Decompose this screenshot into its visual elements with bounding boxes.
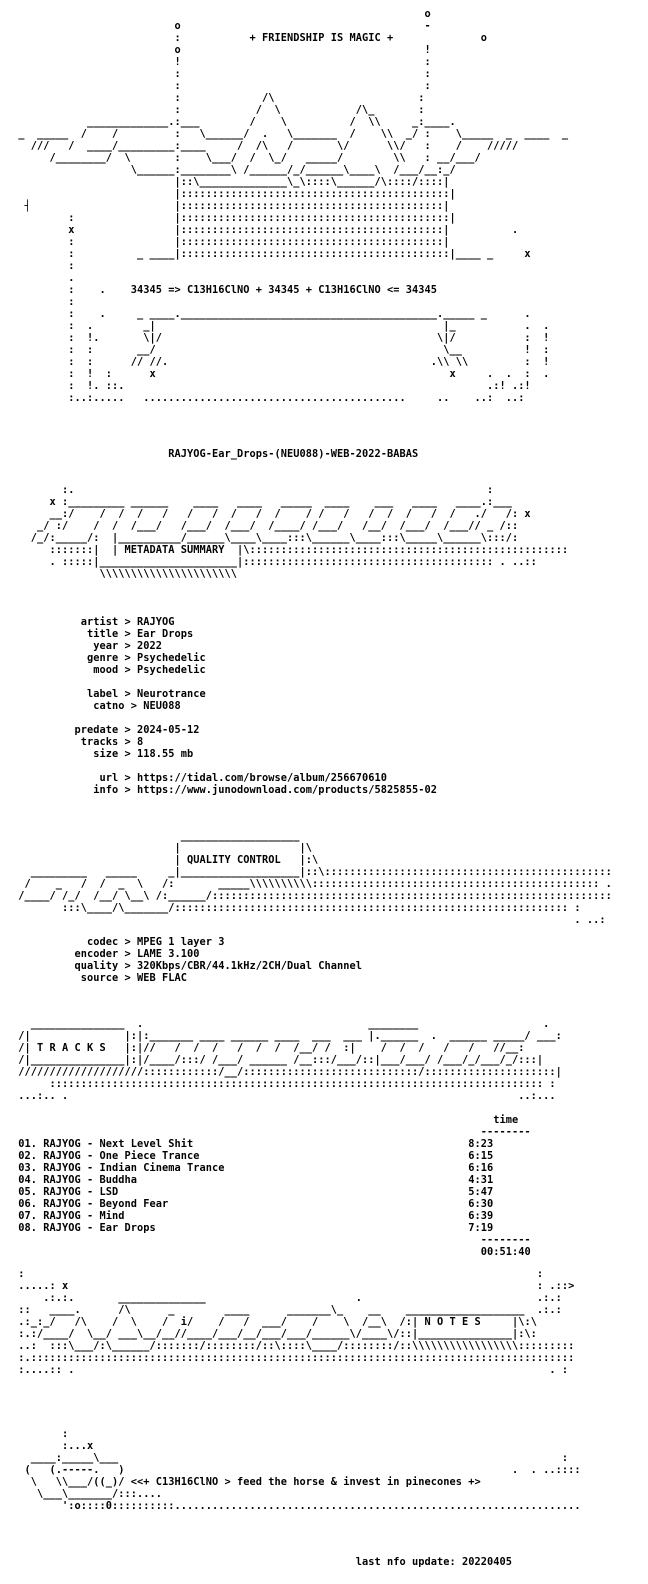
meta-value-predate: 2024-05-12: [137, 724, 200, 736]
formula-line: 34345 => C13H16ClNO + 34345 + C13H16ClNO <= 34345: [130, 284, 437, 296]
track-title: One Piece Trance: [99, 1150, 200, 1162]
meta-key-predate: predate: [74, 724, 119, 736]
track-row: 02. RAJYOG - One Piece Trance 6:15: [18, 1150, 494, 1162]
meta-value-title: Ear Drops: [137, 628, 194, 640]
meta-value-genre: Psychedelic: [137, 652, 206, 664]
total-time: 00:51:40: [480, 1246, 531, 1258]
meta-key-size: size: [93, 748, 119, 760]
track-artist: RAJYOG: [43, 1186, 81, 1198]
meta-key-label: label: [87, 688, 119, 700]
track-title: Buddha: [99, 1174, 137, 1186]
metadata-list: artist > RAJYOG title > Ear Drops year > 2022 genre > Psychedelic mood > Psychedelic label > Neurotrance catno > NEU088 predate > 2024-05-12 tracks > 8 size > 118.55 mb url > https://tidal.com/browse/album/256670610 info > https://www.junodownload.com/products/5825855-02: [74, 616, 437, 796]
track-time: 7:19: [468, 1222, 494, 1234]
track-row: 08. RAJYOG - Ear Drops 7:19: [18, 1222, 494, 1234]
track-artist: RAJYOG: [43, 1150, 81, 1162]
track-time: 5:47: [468, 1186, 494, 1198]
quality-control-title: QUALITY CONTROL: [186, 854, 281, 866]
track-artist: RAJYOG: [43, 1174, 81, 1186]
header-ascii-art: o o - : + FRIENDSHIP IS MAGIC + o o ! ! : : : : : : /\ : : / \ /\_ : _____________.:___ / \ / \\ _:____. _ _____ / / : \______/ . \_______ / \\ _/ : \_____ _ ____ _ /// / ____/_________:____ / /\ / \/ \\/ : / ///// /________/ \ : \___/ / \_/ _____/ \\ : __/___/ \______:________\ /______/_/______\____\ /___/__:_/ |::\______________\_\::::\______/\::::/::::| |:::::::::::::::::::::::::::::::::::::::::::| ┤ |::::::::::::::::::::::::::::::::::::::::::| : |:::::::::::::::::::::::::::::::::::::::::::| x |::::::::::::::::::::::::::::::::::::::::::| . : |::::::::::::::::::::::::::::::::::::::::::| : _ ____|:::::::::::::::::::::::::::::::::::::::::::|____ _ x : . : . 34345 => C13H16ClNO + 34345 + C13H16ClNO <= 34345 : : . _ ____._________________________________________._____ _ . : . _| |_ . . : !. \|/ \|/ : ! : : __/ \__ ! : : : // //. .\\ \\ : ! : ! : x x . . : . : !. ::. .:! .:! :..:..... .......................................... .. ..: ..:: [18, 8, 569, 404]
meta-value-catno: NEU088: [143, 700, 181, 712]
meta-key-genre: genre: [87, 652, 119, 664]
track-title: LSD: [99, 1186, 119, 1198]
track-row: 05. RAJYOG - LSD 5:47: [18, 1186, 494, 1198]
meta-key-title: title: [87, 628, 119, 640]
last-update-text: last nfo update: 20220405: [355, 1556, 512, 1568]
meta-key-catno: catno: [93, 700, 125, 712]
track-row: 07. RAJYOG - Mind 6:39: [18, 1210, 494, 1222]
qc-value-encoder: LAME 3.100: [137, 948, 200, 960]
track-artist: RAJYOG: [43, 1162, 81, 1174]
meta-value-info[interactable]: https://www.junodownload.com/products/5825855-02: [137, 784, 437, 796]
track-row: 03. RAJYOG - Indian Cinema Trance 6:16: [18, 1162, 494, 1174]
notes-title: N O T E S: [424, 1316, 481, 1328]
last-update: [12, 1556, 512, 1568]
meta-value-artist: RAJYOG: [137, 616, 175, 628]
footer-tagline: <<+ C13H16ClNO > feed the horse & invest in pinecones +>: [130, 1476, 481, 1488]
release-name: [12, 448, 418, 460]
track-number: 06.: [18, 1198, 37, 1210]
time-header: time: [493, 1114, 519, 1126]
track-time: 6:30: [468, 1198, 494, 1210]
track-time: 6:15: [468, 1150, 494, 1162]
track-title: Beyond Fear: [99, 1198, 169, 1210]
qc-value-codec: MPEG 1 layer 3: [137, 936, 225, 948]
track-number: 05.: [18, 1186, 37, 1198]
footer-ascii-art: : :...x ____:_____\___ : ( (.-----. ) . . ..:::: \ \\___/((_)/ <<+ C13H16ClNO > feed the horse & invest in pinecones +> \___\_______/:::.... ':o::::0::::::::::.................................................................: [24, 1428, 581, 1512]
track-time: 4:31: [468, 1174, 494, 1186]
qc-key-source: source: [80, 972, 119, 984]
quality-list: codec > MPEG 1 layer 3 encoder > LAME 3.100 quality > 320Kbps/CBR/44.1kHz/2CH/Dual Channel source > WEB FLAC: [74, 936, 362, 984]
meta-value-year: 2022: [137, 640, 162, 652]
track-row: 04. RAJYOG - Buddha 4:31: [18, 1174, 494, 1186]
quality-header-art: ___________________ | |\ | QUALITY CONTROL |:\ _________ _____ _|___________________|::\:::::::::::::::::::::::::::::::::::::::::::::: / _ / / _ \ /: _____\\\\\\\\\\:::::::::::::::::::::::::::::::::::::::::::::: . /____/ /_/ /__/ \__\ /:______/:::::::::::::::::::::::::::::::::::::::::::::::::::::::::::::::: :::\____/\_______/::::::::::::::::::::::::::::::::::::::::::::::::::::::::::::::: : . ..:: [18, 830, 612, 926]
track-time: 8:23: [468, 1138, 494, 1150]
track-time: 6:39: [468, 1210, 494, 1222]
track-title: Mind: [99, 1210, 125, 1222]
meta-key-year: year: [93, 640, 119, 652]
release-name-text: RAJYOG-Ear_Drops-(NEU088)-WEB-2022-BABAS: [168, 448, 419, 460]
metadata-header-art: :. : x :_________ ______ ____ ____ _____ ____ ___ ____ ____.:___ __:/ / / / / / / / / / / / / / / / / / ./ /: x _/ :/ / / /___/ /___/ /___/ /____/ /___/ /__/ /___/ /___// _ /:: /_/:_____/: |__________/______\____\____:::\______\____:::\_____\______\:::/: :::::::| | METADATA SUMMARY |\::::::::::::::::::::::::::::::::::::::::::::::::::: . :::::|______________________|:::::::::::::::::::::::::::::::::::::::: . ..:: \\\\\\\\\\\\\\\\\\\\\\: [30, 484, 569, 580]
meta-key-artist: artist: [80, 616, 119, 628]
tracks-header-art: _______________ . ________ . /| |:|:_______ ____ ______ ____ ___ ___ |.______ . ______ _____/ ___: /| T R A C K S |:|// / / / / / / /__/ / :| / / / / / //__: /|_______________|:|/____/:::/ /___/ ______ /__:::/___/::|___/___/ /___/_/___/_/:::| ////////////////////::::::::::::/__/::::::::::::::::::::::::::::/:::::::::::::::::::::| ::::::::::::::::::::::::::::::::::::::::::::::::::::::::::::::::::::::::::::::: : ...:.. . ..:...: [18, 1018, 562, 1102]
track-time: 6:16: [468, 1162, 494, 1174]
tracklist: time -------- 01. RAJYOG - Next Level Shit 8:23 02. RAJYOG - One Piece Trance 6:15 03. RAJYOG - Indian Cinema Trance 6:16 04. RAJYOG - Buddha 4:31 05. RAJYOG - LSD 5:47 06. RAJYOG - Beyond Fear 6:30 07. RAJYOG - Mind 6:39 08. RAJYOG - Ear Drops 7:19 -------- 00:51:40: [18, 1114, 531, 1258]
qc-value-source: WEB FLAC: [137, 972, 187, 984]
track-row: 01. RAJYOG - Next Level Shit 8:23: [18, 1138, 494, 1150]
track-artist: RAJYOG: [43, 1222, 81, 1234]
track-number: 07.: [18, 1210, 37, 1222]
track-title: Ear Drops: [99, 1222, 156, 1234]
track-artist: RAJYOG: [43, 1138, 81, 1150]
meta-key-url: url: [99, 772, 119, 784]
track-row: 06. RAJYOG - Beyond Fear 6:30: [18, 1198, 494, 1210]
meta-value-url[interactable]: https://tidal.com/browse/album/256670610: [137, 772, 387, 784]
meta-value-size: 118.55 mb: [137, 748, 194, 760]
meta-key-tracks: tracks: [80, 736, 119, 748]
track-artist: RAJYOG: [43, 1210, 81, 1222]
track-number: 04.: [18, 1174, 37, 1186]
qc-key-quality: quality: [74, 960, 119, 972]
metadata-summary-title: METADATA SUMMARY: [124, 544, 225, 556]
track-title: Next Level Shit: [99, 1138, 194, 1150]
meta-key-info: info: [93, 784, 119, 796]
track-number: 01.: [18, 1138, 37, 1150]
track-title: Indian Cinema Trance: [99, 1162, 225, 1174]
track-number: 08.: [18, 1222, 37, 1234]
track-number: 02.: [18, 1150, 37, 1162]
notes-header-art: : : .....: x : .::> .:.:. ______________ . .:.: :: ____. /\ _ ____ _______\_ __ ___________________ .:.: .:_:_/ /\ / \ / i/ / / ___/ / \ /__\ /:| N O T E S |\:\ :.:/____/ \__/ ___\__/__//____/___/__/___/___/______\/____\/::|_______________|:\: ..: :::\___/:\______/:::::::/::::::::/::\::::\____/::::::::/::\\\\\\\\\\\\\\\\\::::::::: :.::::::::::::::::::::::::::::::::::::::::::::::::::::::::::::::::::::::::::::::::::::::: :....:: . . :: [18, 1268, 575, 1376]
tracks-title: T R A C K S: [37, 1042, 106, 1054]
meta-key-mood: mood: [93, 664, 119, 676]
meta-value-mood: Psychedelic: [137, 664, 206, 676]
qc-key-encoder: encoder: [74, 948, 119, 960]
qc-key-codec: codec: [87, 936, 119, 948]
meta-value-label: Neurotrance: [137, 688, 206, 700]
track-number: 03.: [18, 1162, 37, 1174]
qc-value-quality: 320Kbps/CBR/44.1kHz/2CH/Dual Channel: [137, 960, 362, 972]
banner-text: + FRIENDSHIP IS MAGIC +: [249, 32, 394, 44]
meta-value-tracks: 8: [137, 736, 144, 748]
track-artist: RAJYOG: [43, 1198, 81, 1210]
